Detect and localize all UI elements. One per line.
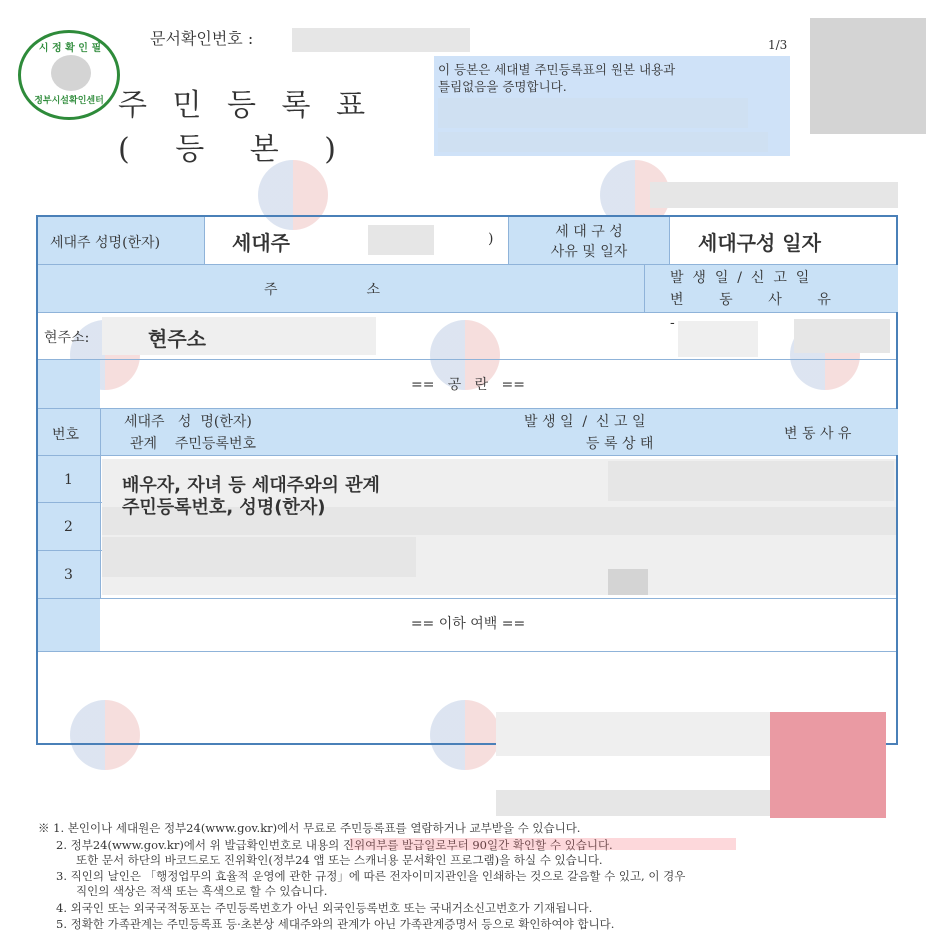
current-address-label: 현주소: [44, 330, 90, 346]
page-subtitle: ( 등 본 ) [118, 132, 336, 167]
official-stamp-redacted [770, 712, 886, 818]
footnote-1: ※ 1. 본인이나 세대원은 정부24(www.gov.kr)에서 무료로 주민등록표를 열람하거나 교부받을 수 있습니다. [38, 821, 581, 835]
member-note-1: 배우자, 자녀 등 세대주와의 관계 [122, 475, 380, 496]
doc-number-redacted [292, 28, 470, 52]
member-row-number: 1 [64, 472, 73, 488]
certify-line-1: 이 등본은 세대별 주민등록표의 원본 내용과 [438, 62, 676, 77]
footnote-2b: 또한 문서 하단의 바코드로도 진위확인(정부24 앱 또는 스캐너용 문서확인 프로그램)을 하실 수 있습니다. [76, 853, 603, 867]
composition-label-2: 사유 및 일자 [550, 244, 628, 260]
member-no-header: 번호 [52, 427, 80, 443]
certification-box [434, 56, 790, 156]
page-indicator: 1/3 [768, 38, 788, 52]
footnote-highlight [350, 838, 736, 850]
date-header-1: 발 생 일 / 신 고 일 [670, 270, 810, 286]
member-row-number: 3 [64, 567, 73, 583]
issuer-redacted [496, 712, 776, 756]
current-address-value: 현주소 [148, 327, 206, 351]
footnote-3b: 직인의 색상은 적색 또는 흑색으로 할 수 있습니다. [76, 884, 328, 898]
footnote-2: 2. 정부24(www.gov.kr)에서 위 발급확인번호로 내용의 진위여부를 발급일로부터 90일간 확인할 수 있습니다. [56, 838, 613, 852]
official-seal [18, 30, 120, 120]
footnote-5: 5. 정확한 가족관계는 주민등록표 등·초본상 세대주와의 관계가 아닌 가족관계증명서 등으로 확인하여야 합니다. [56, 917, 615, 931]
footnote-4: 4. 외국인 또는 외국국적동포는 주민등록번호가 아닌 외국인등록번호 또는 국내거소신고번호가 기재됩니다. [56, 901, 593, 915]
member-row-number: 2 [64, 519, 73, 535]
issue-info-redacted [650, 182, 898, 208]
date-header-2: 변 동 사 유 [670, 292, 831, 308]
member-date-header-1: 발 생 일 / 신 고 일 [524, 414, 646, 430]
head-name-paren: ) [488, 231, 494, 247]
member-rel-header-2: 관계 주민등록번호 [130, 436, 256, 452]
footnote-3: 3. 직인의 날인은 「행정업무의 효율적 운영에 관한 규정」에 따른 전자이미지관인을 인쇄하는 것으로 갈음할 수 있고, 이 경우 [56, 869, 686, 883]
member-change-header: 변 동 사 유 [784, 426, 852, 442]
head-name-value: 세대주 [232, 231, 290, 255]
current-address-dash: - [670, 315, 675, 331]
composition-value: 세대구성 일자 [698, 231, 821, 255]
seal-text-bottom: 정부시설확인센터 [34, 96, 104, 106]
seal-text-top: 시 정 확 인 필 [38, 43, 102, 54]
address-header: 주 소 [264, 282, 381, 298]
blank-note: == 공 란 == [410, 377, 526, 393]
composition-label-1: 세 대 구 성 [555, 224, 623, 240]
member-rel-header-1: 세대주 성 명(한자) [124, 414, 252, 430]
member-date-header-2: 등 록 상 태 [586, 436, 654, 452]
end-note: == 이하 여백 == [410, 616, 526, 632]
certify-line-2: 틀림없음을 증명합니다. [438, 79, 567, 94]
page-title: 주 민 등 록 표 [118, 88, 374, 123]
member-note-2: 주민등록번호, 성명(한자) [122, 497, 326, 518]
head-name-label: 세대주 성명(한자) [50, 235, 161, 251]
barcode-redacted [810, 18, 926, 134]
registration-table [36, 215, 898, 745]
doc-number-label: 문서확인번호 : [150, 29, 254, 48]
